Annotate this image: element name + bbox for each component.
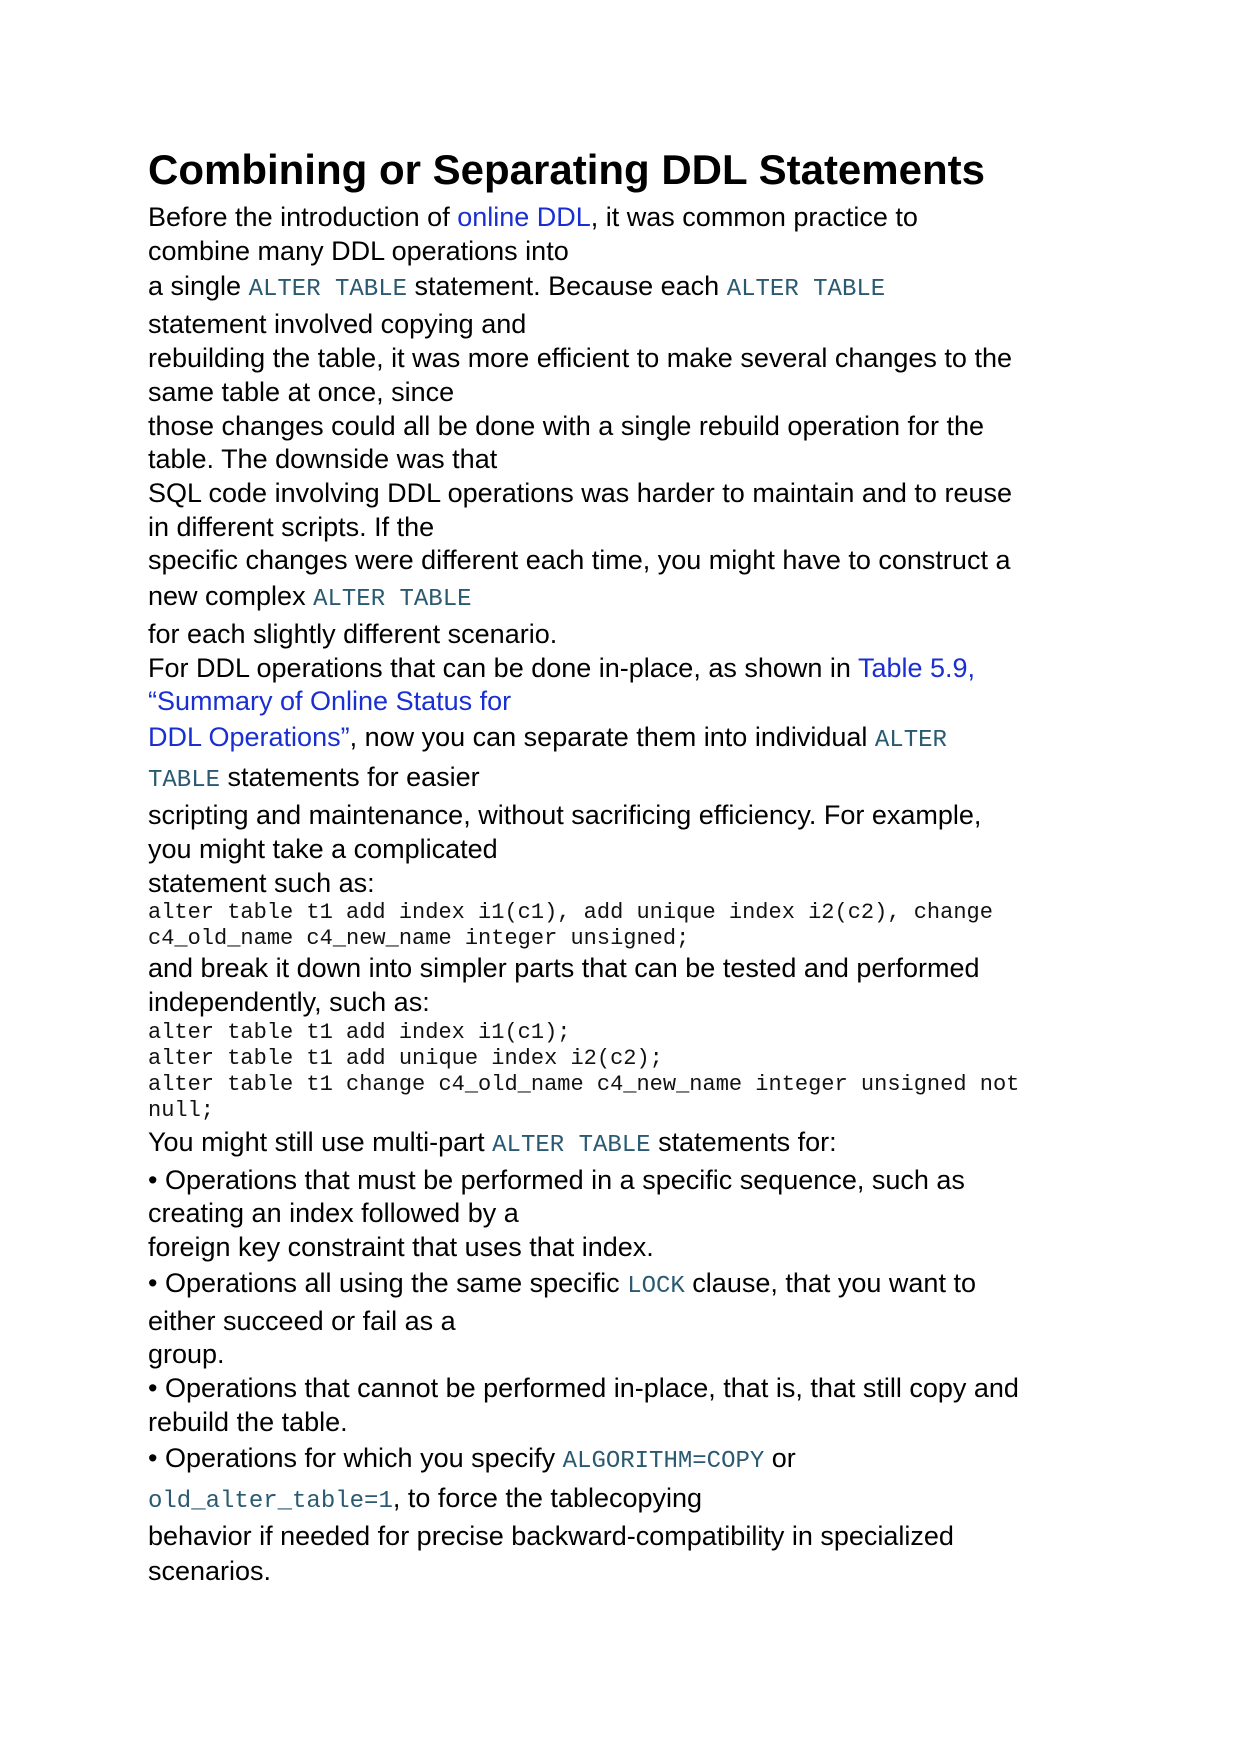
text-line: either succeed or fail as a: [148, 1305, 456, 1336]
text-line: those changes could all be done with a single rebuild operation for the: [148, 410, 985, 441]
text: a single: [148, 271, 249, 302]
inline-code: ALTER TABLE: [248, 276, 408, 304]
text: For DDL operations that can be done in-place, as shown in: [148, 652, 858, 683]
code-line: alter table t1 add unique index i2(c2);: [148, 1045, 663, 1071]
code-block: [148, 1020, 1108, 1124]
inline-code: TABLE: [148, 767, 221, 795]
text: statements for easier: [220, 762, 480, 793]
inline-code: ALTER TABLE: [726, 276, 886, 304]
list-item: • Operations that cannot be performed in-place, that is, that still copy and: [148, 1373, 1019, 1404]
text: , to force the tablecopying: [392, 1482, 703, 1513]
inline-code: ALTER TABLE: [313, 586, 472, 614]
text-line: scripting and maintenance, without sacrificing efficiency. For example,: [148, 800, 982, 831]
text: or: [764, 1442, 796, 1473]
text-line: [148, 759, 1108, 799]
text-line: for each slightly different scenario.: [148, 619, 558, 650]
list-item: • Operations that must be performed in a specific sequence, such as: [148, 1164, 965, 1195]
text: , now you can separate them into individual: [349, 722, 875, 753]
text-line: [148, 719, 1108, 759]
code-line: alter table t1 change c4_old_name c4_new_name integer unsigned not: [148, 1071, 1020, 1097]
code-line: alter table t1 add index i1(c1);: [148, 1019, 571, 1045]
bullet-list: [148, 1164, 1108, 1590]
text-line: [148, 268, 1108, 308]
text: • Operations all using the same specific: [148, 1267, 628, 1298]
text-line: in different scripts. If the: [148, 511, 435, 542]
text-line: [148, 201, 1108, 235]
code-line: null;: [148, 1097, 215, 1123]
inline-code: old_alter_table=1: [148, 1487, 393, 1515]
text-line: combine many DDL operations into: [148, 235, 569, 266]
inline-code: ALTER: [874, 727, 947, 755]
text-line: group.: [148, 1339, 225, 1370]
list-item: [148, 1265, 1108, 1305]
text: You might still use multi-part: [148, 1126, 493, 1157]
inline-code: LOCK: [627, 1272, 685, 1300]
text-line: [148, 652, 1108, 686]
text-line: you might take a complicated: [148, 833, 498, 864]
text-line: scenarios.: [148, 1556, 272, 1587]
text-line: [148, 1124, 1108, 1164]
text: statement. Because each: [407, 271, 727, 302]
inline-code: ALTER TABLE: [492, 1131, 651, 1159]
text: • Operations for which you specify: [148, 1442, 563, 1473]
text-line: same table at once, since: [148, 376, 455, 407]
text: clause, that you want to: [684, 1267, 976, 1298]
code-line: c4_old_name c4_new_name integer unsigned;: [148, 926, 690, 952]
text: new complex: [148, 581, 314, 612]
text-line: [148, 685, 1108, 719]
text-line: behavior if needed for precise backward-compatibility in specialized: [148, 1520, 954, 1551]
text-line: independently, such as:: [148, 986, 430, 1017]
text-line: statement such as:: [148, 867, 375, 898]
text-line: [148, 1480, 1108, 1520]
text-line: rebuilding the table, it was more efficient to make several changes to the: [148, 343, 1012, 374]
document-page: [148, 145, 1108, 1589]
text-line: creating an index followed by a: [148, 1198, 519, 1229]
page-title: Combining or Separating DDL Statements: [148, 146, 985, 193]
text: Before the introduction of: [148, 202, 458, 232]
text-line: and break it down into simpler parts that can be tested and performed: [148, 953, 980, 984]
text-line: foreign key constraint that uses that index.: [148, 1232, 654, 1263]
inline-code: ALGORITHM=COPY: [562, 1447, 765, 1475]
table-5-9-link[interactable]: DDL Operations”: [148, 722, 350, 753]
code-line: alter table t1 add index i1(c1), add unique index i2(c2), change: [148, 900, 993, 926]
list-item: [148, 1440, 1108, 1480]
table-5-9-link[interactable]: “Summary of Online Status for: [148, 686, 512, 717]
text-line: rebuild the table.: [148, 1406, 348, 1437]
text-line: table. The downside was that: [148, 444, 498, 475]
text-line: statement involved copying and: [148, 309, 527, 340]
text: , it was common practice to: [590, 202, 918, 232]
table-5-9-link[interactable]: Table 5.9,: [857, 652, 976, 683]
text-line: [148, 578, 1108, 618]
text: statements for:: [650, 1126, 837, 1157]
text-line: specific changes were different each time, you might have to construct a: [148, 545, 1011, 576]
online-ddl-link[interactable]: online DDL: [457, 202, 591, 232]
text-line: SQL code involving DDL operations was harder to maintain and to reuse: [148, 477, 1012, 508]
code-block: [148, 900, 1108, 952]
